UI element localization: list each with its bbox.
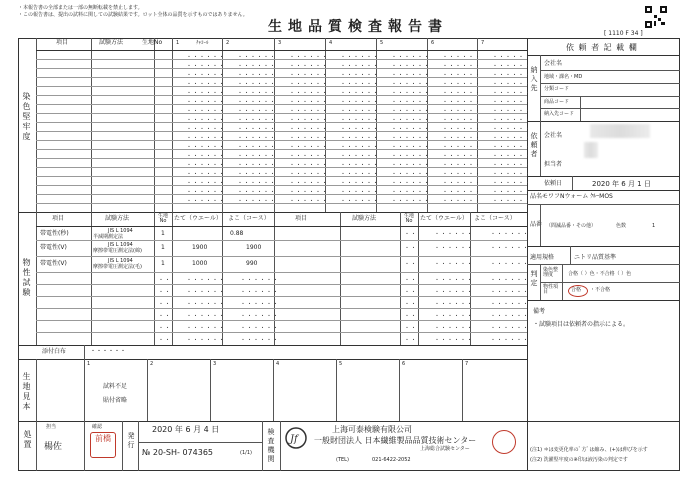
dye-cell-placeholder: ・・・・・・: [391, 189, 431, 196]
dye-cell-placeholder: ・・・・・・: [442, 153, 482, 160]
color-label: 色数: [616, 223, 627, 229]
attached-value: ・・・・・・: [90, 348, 127, 355]
dye-cell-placeholder: ・・・・・・: [340, 126, 380, 133]
phys-warp-dots: ・・・・・・: [434, 313, 474, 320]
dye-cell-placeholder: ・・・・・・: [186, 99, 226, 106]
issue-label: 発行: [127, 432, 135, 450]
dye-section-label: 染色堅牢度: [22, 92, 31, 142]
request-title: 依 頼 者 記 載 欄: [566, 43, 638, 52]
dye-cell-placeholder: ・・・・・・: [391, 144, 431, 151]
phys-empty-no: ・・: [158, 337, 172, 344]
dept-label: 地域・課名・MD: [544, 74, 583, 80]
judge-row2-fail: ・不合格: [590, 287, 611, 293]
dye-col-6: 6: [431, 40, 435, 46]
org-name-2: 一般財団法人 日本繊維製品品質技術センター: [314, 436, 477, 445]
dye-cell-placeholder: ・・・・・・: [340, 153, 380, 160]
remarks-label: 備考: [533, 308, 546, 315]
phys-header-warp: たて（ウエール）: [174, 215, 222, 222]
dye-cell-placeholder: ・・・・・・: [391, 54, 431, 61]
phys-row-no: 1: [161, 260, 165, 267]
dye-cell-placeholder: ・・・・・・: [237, 180, 277, 187]
dye-col-2: 2: [226, 40, 230, 46]
phys-no-dots: ・・: [404, 245, 418, 252]
dye-cell-placeholder: ・・・・・・: [442, 126, 482, 133]
dye-cell-placeholder: ・・・・・・: [237, 126, 277, 133]
phys-warp-dots: ・・・・・・: [434, 231, 474, 238]
phys-header-method: 試験方法: [105, 215, 130, 222]
fabric-note-2: 貼付省略: [103, 397, 128, 404]
disclaimer-2: ・この報告書は、提出の試料に関しての試験結果です。ロット全体の品質を示すものではありません。: [18, 12, 248, 18]
phys-empty-weft: ・・・・・・: [240, 289, 280, 296]
phys-no-dots: ・・: [404, 289, 418, 296]
center-seal-icon: [492, 430, 516, 454]
inspection-org-label: 検査機関: [267, 428, 275, 464]
attached-label: 添付白布: [42, 348, 67, 355]
dye-cell-placeholder: ・・・・・・: [391, 90, 431, 97]
dye-col-3: 3: [278, 40, 282, 46]
dye-cell-placeholder: ・・・・・・: [340, 180, 380, 187]
dye-cell-placeholder: ・・・・・・: [340, 90, 380, 97]
dye-cell-placeholder: ・・・・・・: [237, 198, 277, 205]
dye-cell-placeholder: ・・・・・・: [442, 198, 482, 205]
dye-cell-placeholder: ・・・・・・: [237, 153, 277, 160]
qr-code-icon: [645, 6, 667, 28]
page-title: 生地品質検査報告書: [268, 19, 448, 35]
phys-header-weft-2: よこ（コース）: [474, 215, 516, 222]
dye-cell-placeholder: ・・・・・・: [492, 126, 532, 133]
dye-cell-placeholder: ・・・・・・: [340, 72, 380, 79]
fabric-col-7: 7: [465, 361, 469, 367]
dye-cell-placeholder: ・・・・・・: [442, 72, 482, 79]
foot-note-1: (注1) ＊は変更化率の ゙ 方 ゙ は縮み、(+)は伸びを示す: [530, 447, 648, 453]
dye-cell-placeholder: ・・・・・・: [442, 171, 482, 178]
dye-cell-placeholder: ・・・・・・: [289, 81, 329, 88]
delivery-code-label: 納入先コード: [544, 111, 575, 117]
phys-row-item: 帯電性(秒): [40, 230, 69, 237]
dye-cell-placeholder: ・・・・・・: [442, 54, 482, 61]
dye-cell-placeholder: ・・・・・・: [289, 72, 329, 79]
phys-empty-weft: ・・・・・・: [240, 301, 280, 308]
phys-row-no: 1: [161, 230, 165, 237]
approver-name: 楊佐: [44, 442, 63, 452]
dye-cell-placeholder: ・・・・・・: [186, 162, 226, 169]
dye-cell-placeholder: ・・・・・・: [340, 81, 380, 88]
redacted-person: [584, 142, 598, 158]
svg-text:Jf: Jf: [290, 434, 298, 445]
phys-header-item: 項目: [52, 215, 65, 222]
phys-row-warp: 1900: [192, 244, 208, 251]
dye-cell-placeholder: ・・・・・・: [492, 180, 532, 187]
dye-cell-placeholder: ・・・・・・: [340, 162, 380, 169]
requester-label: 依頼者: [530, 132, 538, 159]
phys-empty-weft: ・・・・・・: [240, 277, 280, 284]
phys-weft-dots: ・・・・・・: [490, 313, 530, 320]
phys-weft-dots: ・・・・・・: [490, 245, 530, 252]
phys-no-dots: ・・: [404, 325, 418, 332]
judgment-label: 判定: [530, 270, 538, 288]
phys-header-no: 生地No: [157, 213, 168, 224]
sort-code-label: 分類コード: [544, 86, 570, 92]
dye-cell-placeholder: ・・・・・・: [237, 117, 277, 124]
phys-row-method: JIS L 1094: [108, 258, 133, 264]
request-date: 2020 年 6 月 1 日: [592, 180, 651, 188]
phys-weft-dots: ・・・・・・: [490, 301, 530, 308]
dye-cell-placeholder: ・・・・・・: [391, 135, 431, 142]
dye-cell-placeholder: ・・・・・・: [492, 54, 532, 61]
phys-empty-warp: ・・・・・・: [186, 277, 226, 284]
dye-cell-placeholder: ・・・・・・: [186, 90, 226, 97]
phys-header-method-2: 試験方法: [352, 215, 377, 222]
dye-cell-placeholder: ・・・・・・: [289, 162, 329, 169]
dye-cell-placeholder: ・・・・・・: [237, 63, 277, 70]
dye-cell-placeholder: ・・・・・・: [340, 99, 380, 106]
phys-row-warp: 1000: [192, 260, 208, 267]
phys-empty-warp: ・・・・・・: [186, 301, 226, 308]
dye-header-item: 項目: [56, 39, 69, 46]
dye-cell-placeholder: ・・・・・・: [237, 144, 277, 151]
dye-cell-placeholder: ・・・・・・: [391, 198, 431, 205]
org-logo-icon: [284, 426, 310, 450]
dye-cell-placeholder: ・・・・・・: [492, 162, 532, 169]
dye-col-1-name: ﾁｬｺｰﾙ: [196, 40, 209, 46]
color-count: 1: [652, 223, 656, 229]
dye-cell-placeholder: ・・・・・・: [289, 117, 329, 124]
dye-cell-placeholder: ・・・・・・: [186, 72, 226, 79]
phys-row-method: JIS L 1094: [108, 242, 133, 248]
dye-cell-placeholder: ・・・・・・: [340, 144, 380, 151]
phys-no-dots: ・・: [404, 231, 418, 238]
tel-number: 021-6422-2052: [372, 457, 411, 463]
dye-cell-placeholder: ・・・・・・: [289, 189, 329, 196]
phys-empty-no: ・・: [158, 325, 172, 332]
dye-cell-placeholder: ・・・・・・: [442, 81, 482, 88]
phys-warp-dots: ・・・・・・: [434, 261, 474, 268]
fabric-sample-label: 生地見本: [22, 372, 31, 412]
dye-cell-placeholder: ・・・・・・: [391, 117, 431, 124]
dye-cell-placeholder: ・・・・・・: [492, 171, 532, 178]
phys-row-warp: 0.88: [230, 230, 244, 237]
dye-cell-placeholder: ・・・・・・: [186, 135, 226, 142]
dye-cell-placeholder: ・・・・・・: [391, 108, 431, 115]
dye-cell-placeholder: ・・・・・・: [442, 135, 482, 142]
dye-cell-placeholder: ・・・・・・: [186, 117, 226, 124]
dye-cell-placeholder: ・・・・・・: [237, 81, 277, 88]
dye-cell-placeholder: ・・・・・・: [492, 90, 532, 97]
phys-header-warp-2: たて（ウエール）: [420, 215, 468, 222]
dye-cell-placeholder: ・・・・・・: [186, 81, 226, 88]
product-label: 品名: [530, 193, 543, 200]
phys-weft-dots: ・・・・・・: [490, 277, 530, 284]
dye-cell-placeholder: ・・・・・・: [237, 99, 277, 106]
dye-cell-placeholder: ・・・・・・: [289, 153, 329, 160]
phys-warp-dots: ・・・・・・: [434, 245, 474, 252]
dye-cell-placeholder: ・・・・・・: [289, 171, 329, 178]
phys-empty-warp: ・・・・・・: [186, 337, 226, 344]
phys-no-dots: ・・: [404, 261, 418, 268]
dye-cell-placeholder: ・・・・・・: [289, 126, 329, 133]
dye-cell-placeholder: ・・・・・・: [492, 81, 532, 88]
dye-cell-placeholder: ・・・・・・: [391, 99, 431, 106]
seal-stamp-icon: 前橋: [90, 432, 116, 458]
dye-cell-placeholder: ・・・・・・: [340, 54, 380, 61]
phys-empty-warp: ・・・・・・: [186, 313, 226, 320]
phys-row-item: 帯電性(V): [40, 244, 67, 251]
dye-cell-placeholder: ・・・・・・: [391, 171, 431, 178]
product-name: モワフNウォーム ｸﾙｰMOS: [542, 193, 613, 200]
phys-header-no-2: 生地No: [403, 213, 414, 224]
redacted-company: [590, 124, 650, 138]
dye-cell-placeholder: ・・・・・・: [391, 153, 431, 160]
phys-row-weft: 990: [246, 260, 258, 267]
dye-cell-placeholder: ・・・・・・: [186, 171, 226, 178]
dye-col-4: 4: [329, 40, 333, 46]
fabric-note-1: 試料不足: [103, 383, 128, 390]
phys-row-weft: 1900: [246, 244, 262, 251]
fabric-col-5: 5: [339, 361, 343, 367]
dye-cell-placeholder: ・・・・・・: [391, 81, 431, 88]
dye-cell-placeholder: ・・・・・・: [391, 180, 431, 187]
org-name-3: 上海総合試験センター: [420, 446, 470, 452]
dye-cell-placeholder: ・・・・・・: [237, 90, 277, 97]
disclaimer-1: ・本報告書の全部または一部の無断転載を禁止します。: [18, 5, 143, 11]
dye-col-7: 7: [481, 40, 485, 46]
phys-no-dots: ・・: [404, 301, 418, 308]
check-label: 確認: [92, 424, 103, 430]
fabric-col-2: 2: [150, 361, 154, 367]
phys-section-label: 物性試験: [22, 258, 31, 298]
dye-cell-placeholder: ・・・・・・: [186, 144, 226, 151]
dye-cell-placeholder: ・・・・・・: [492, 99, 532, 106]
phys-warp-dots: ・・・・・・: [434, 289, 474, 296]
phys-warp-dots: ・・・・・・: [434, 337, 474, 344]
fabric-col-6: 6: [402, 361, 406, 367]
dye-cell-placeholder: ・・・・・・: [442, 144, 482, 151]
remarks-value: ・試験項目は依頼者の指示による。: [533, 321, 630, 328]
phys-row-no: 1: [161, 244, 165, 251]
dye-cell-placeholder: ・・・・・・: [237, 162, 277, 169]
fabric-col-1: 1: [87, 361, 91, 367]
dye-cell-placeholder: ・・・・・・: [442, 99, 482, 106]
form-code: [ 1110 F 34 ]: [604, 30, 643, 37]
phys-empty-no: ・・: [158, 289, 172, 296]
dye-cell-placeholder: ・・・・・・: [492, 144, 532, 151]
dye-cell-placeholder: ・・・・・・: [442, 162, 482, 169]
phys-no-dots: ・・: [404, 337, 418, 344]
phys-empty-warp: ・・・・・・: [186, 325, 226, 332]
dye-cell-placeholder: ・・・・・・: [492, 72, 532, 79]
dye-cell-placeholder: ・・・・・・: [289, 90, 329, 97]
dye-cell-placeholder: ・・・・・・: [186, 198, 226, 205]
judge-row2-pass: 合格: [571, 287, 582, 293]
delivery-company-label: 会社名: [544, 60, 563, 67]
phys-empty-no: ・・: [158, 313, 172, 320]
phys-row-method: JIS L 1094: [108, 228, 133, 234]
product-no-label: 品番: [530, 221, 543, 228]
dye-cell-placeholder: ・・・・・・: [442, 189, 482, 196]
phys-warp-dots: ・・・・・・: [434, 325, 474, 332]
judge-row1-label: 染色整理度: [543, 267, 559, 278]
tel-label: (TEL): [336, 457, 349, 463]
dye-cell-placeholder: ・・・・・・: [340, 171, 380, 178]
person-label: 担当者: [544, 161, 563, 168]
dye-cell-placeholder: ・・・・・・: [237, 171, 277, 178]
page-count: (1/1): [240, 450, 252, 456]
dye-cell-placeholder: ・・・・・・: [492, 63, 532, 70]
dye-cell-placeholder: ・・・・・・: [186, 153, 226, 160]
phys-weft-dots: ・・・・・・: [490, 231, 530, 238]
phys-empty-weft: ・・・・・・: [240, 337, 280, 344]
phys-row-method-detail: 半減期測定法: [93, 234, 124, 240]
dye-cell-placeholder: ・・・・・・: [186, 189, 226, 196]
phys-header-weft: よこ（コース）: [228, 215, 270, 222]
dye-cell-placeholder: ・・・・・・: [289, 144, 329, 151]
dye-cell-placeholder: ・・・・・・: [492, 108, 532, 115]
phys-empty-weft: ・・・・・・: [240, 313, 280, 320]
dye-cell-placeholder: ・・・・・・: [391, 126, 431, 133]
dye-cell-placeholder: ・・・・・・: [442, 108, 482, 115]
handler-label: 担当: [46, 424, 57, 430]
handling-label: 処置: [23, 430, 32, 450]
foot-note-2: (注2) 洗濯堅牢度の※印は液汚染の判定です: [530, 457, 628, 463]
dye-cell-placeholder: ・・・・・・: [237, 72, 277, 79]
phys-empty-warp: ・・・・・・: [186, 289, 226, 296]
phys-empty-no: ・・: [158, 277, 172, 284]
dye-cell-placeholder: ・・・・・・: [289, 54, 329, 61]
dye-cell-placeholder: ・・・・・・: [442, 90, 482, 97]
phys-weft-dots: ・・・・・・: [490, 337, 530, 344]
dye-cell-placeholder: ・・・・・・: [340, 63, 380, 70]
report-number: № 20-SH- 074365: [142, 448, 213, 457]
dye-col-1: 1: [176, 40, 180, 46]
dye-cell-placeholder: ・・・・・・: [340, 198, 380, 205]
phys-empty-no: ・・: [158, 301, 172, 308]
dye-header-method: 試験方法: [99, 39, 124, 46]
standard-value: ニトリ品質基準: [574, 254, 617, 261]
dye-cell-placeholder: ・・・・・・: [186, 63, 226, 70]
phys-weft-dots: ・・・・・・: [490, 325, 530, 332]
issue-date: 2020 年 6 月 4 日: [152, 425, 220, 434]
dye-col-5: 5: [380, 40, 384, 46]
dye-cell-placeholder: ・・・・・・: [442, 117, 482, 124]
phys-header-item-2: 項目: [295, 215, 308, 222]
fabric-col-4: 4: [276, 361, 280, 367]
dye-cell-placeholder: ・・・・・・: [289, 198, 329, 205]
judge-row2-label: 物性項目: [543, 284, 559, 295]
phys-warp-dots: ・・・・・・: [434, 301, 474, 308]
dye-cell-placeholder: ・・・・・・: [340, 189, 380, 196]
phys-row-item: 帯電性(V): [40, 260, 67, 267]
requester-company-label: 会社名: [544, 132, 563, 139]
dye-cell-placeholder: ・・・・・・: [237, 189, 277, 196]
dye-cell-placeholder: ・・・・・・: [289, 99, 329, 106]
standard-label: 適用規格: [530, 254, 555, 261]
phys-row-method-detail: 摩擦帯電圧測定法(毛): [93, 264, 142, 270]
request-date-label: 依頼日: [544, 180, 563, 187]
dye-cell-placeholder: ・・・・・・: [289, 108, 329, 115]
dye-cell-placeholder: ・・・・・・: [442, 180, 482, 187]
phys-row-method-detail: 摩擦帯電圧測定法(綿): [93, 248, 142, 254]
phys-no-dots: ・・: [404, 313, 418, 320]
phys-weft-dots: ・・・・・・: [490, 289, 530, 296]
dye-cell-placeholder: ・・・・・・: [340, 108, 380, 115]
dye-cell-placeholder: ・・・・・・: [391, 72, 431, 79]
dye-cell-placeholder: ・・・・・・: [289, 180, 329, 187]
fabric-col-3: 3: [213, 361, 217, 367]
dye-cell-placeholder: ・・・・・・: [391, 162, 431, 169]
delivery-label: 納入先: [530, 66, 538, 93]
dye-cell-placeholder: ・・・・・・: [492, 135, 532, 142]
dye-cell-placeholder: ・・・・・・: [186, 180, 226, 187]
dye-cell-placeholder: ・・・・・・: [237, 135, 277, 142]
dye-cell-placeholder: ・・・・・・: [340, 117, 380, 124]
dye-cell-placeholder: ・・・・・・: [340, 135, 380, 142]
dye-cell-placeholder: ・・・・・・: [186, 108, 226, 115]
dye-header-no: 生地No: [142, 39, 163, 46]
dye-cell-placeholder: ・・・・・・: [391, 63, 431, 70]
phys-no-dots: ・・: [404, 277, 418, 284]
org-name-1: 上海可泰検験有限公司: [332, 425, 412, 434]
dye-cell-placeholder: ・・・・・・: [289, 63, 329, 70]
dye-cell-placeholder: ・・・・・・: [289, 135, 329, 142]
dye-cell-placeholder: ・・・・・・: [442, 63, 482, 70]
dye-cell-placeholder: ・・・・・・: [237, 108, 277, 115]
product-code-label: 商品コード: [544, 99, 570, 105]
product-no-sub: （問滅品番・その他）: [546, 223, 597, 229]
dye-cell-placeholder: ・・・・・・: [237, 54, 277, 61]
dye-cell-placeholder: ・・・・・・: [492, 117, 532, 124]
dye-cell-placeholder: ・・・・・・: [492, 153, 532, 160]
dye-cell-placeholder: ・・・・・・: [186, 126, 226, 133]
dye-cell-placeholder: ・・・・・・: [492, 189, 532, 196]
phys-warp-dots: ・・・・・・: [434, 277, 474, 284]
phys-weft-dots: ・・・・・・: [490, 261, 530, 268]
judge-row1-value: 合格（ ）色・不合格（ ）色: [568, 271, 632, 277]
dye-cell-placeholder: ・・・・・・: [186, 54, 226, 61]
dye-cell-placeholder: ・・・・・・: [492, 198, 532, 205]
phys-empty-weft: ・・・・・・: [240, 325, 280, 332]
